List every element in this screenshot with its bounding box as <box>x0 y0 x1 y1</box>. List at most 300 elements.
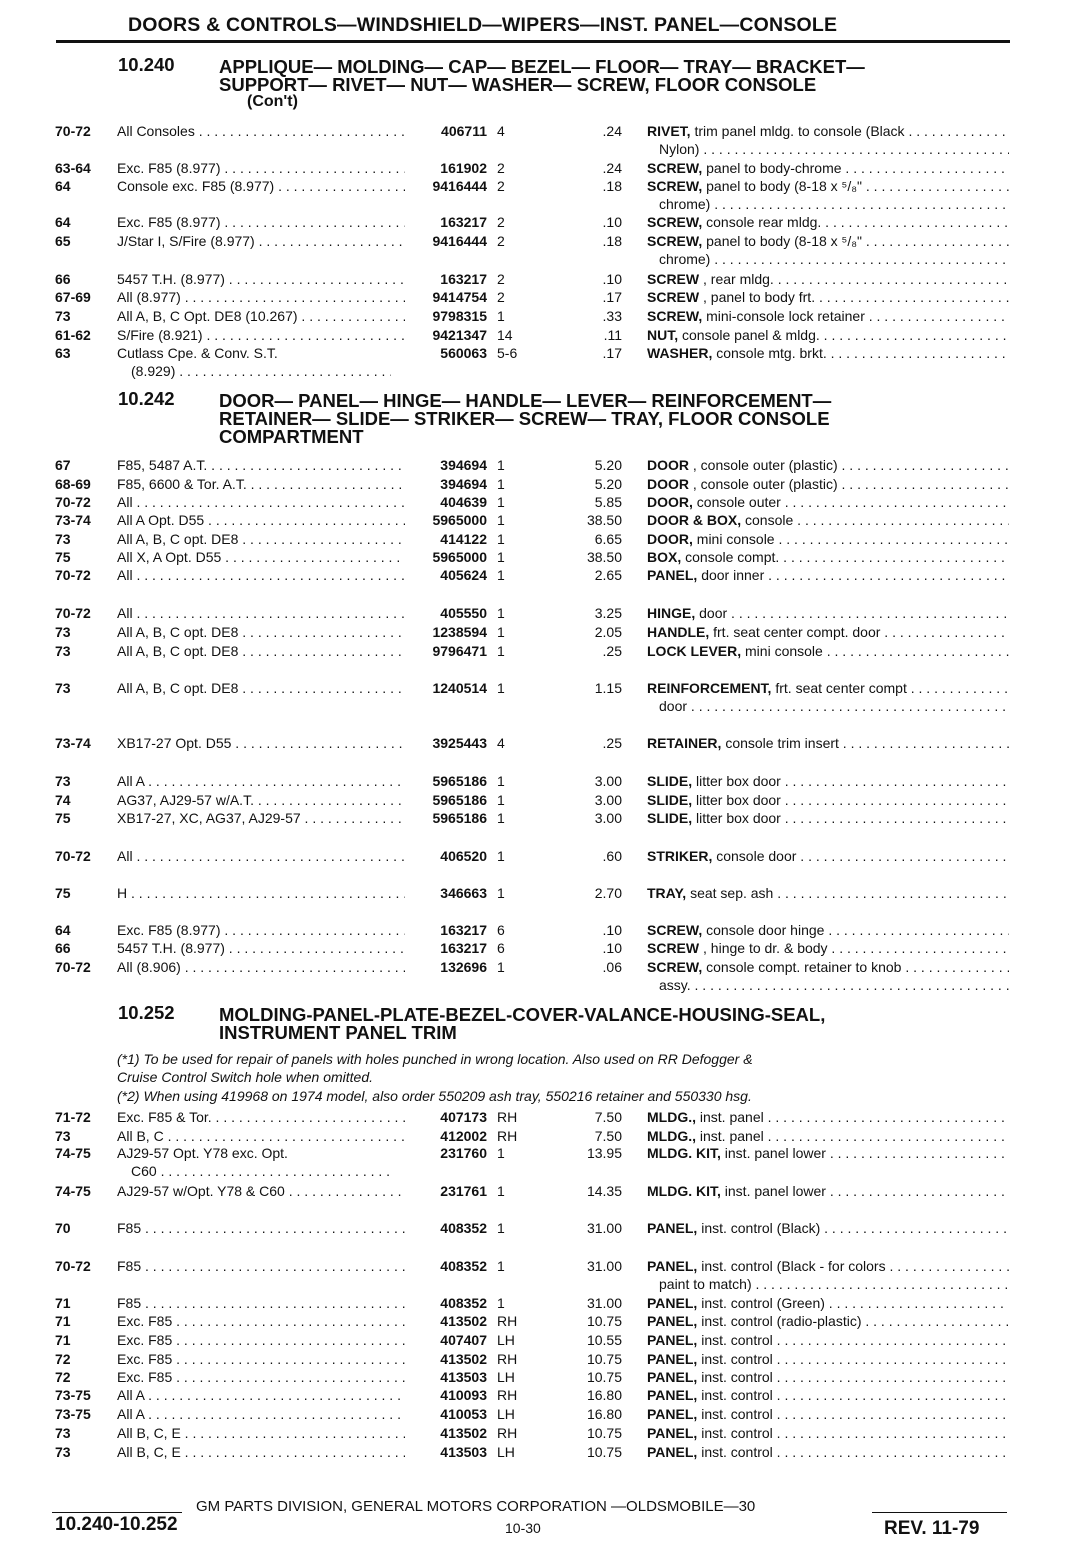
cell-description <box>647 847 1009 865</box>
cell-pn: 405624 <box>440 567 487 583</box>
cell-price: 5.20 <box>594 457 622 473</box>
cell-qty: 1 <box>497 605 505 621</box>
cell-year: 73 <box>55 773 71 789</box>
cell-pn: 408352 <box>440 1295 487 1311</box>
cell-qty: 1 <box>497 848 505 864</box>
part-detail: inst. control (radio-plastic) <box>701 1313 862 1329</box>
cell-year: 74-75 <box>55 1183 91 1199</box>
part-name: SCREW, <box>647 214 703 230</box>
cell-description-continued: Nylon) . . . <box>659 140 1009 158</box>
table-row <box>0 921 1078 939</box>
cell-year: 64 <box>55 922 71 938</box>
part-name: MLDG. KIT, <box>647 1183 721 1199</box>
cell-pn: 404639 <box>440 494 487 510</box>
table-row <box>0 548 1078 566</box>
footer-page-number: 10-30 <box>505 1520 541 1536</box>
table-row <box>0 884 1078 902</box>
part-detail: inst. panel <box>699 1128 764 1144</box>
part-detail: , console outer (plastic) <box>692 476 838 492</box>
cell-description <box>647 1219 1009 1237</box>
cell-price: 16.80 <box>586 1387 622 1403</box>
cell-qty: 1 <box>497 1295 505 1311</box>
part-detail: inst. control <box>701 1332 773 1348</box>
part-detail: console <box>745 512 794 528</box>
table-row <box>0 511 1078 529</box>
cell-price: .33 <box>602 308 622 324</box>
cell-pn: 407407 <box>440 1332 487 1348</box>
cell-qty: 1 <box>497 643 505 659</box>
section-note: (*1) To be used for repair of panels with holes punched in wrong location. Also used on RR Defogger & <box>117 1051 753 1067</box>
part-detail: , console outer (plastic) <box>692 457 838 473</box>
cell-year: 73 <box>55 643 71 659</box>
cell-app: All A, B, C opt. DE8 . . . <box>117 623 405 641</box>
section-title-line: SUPPORT— RIVET— NUT— WASHER— SCREW, FLOOR CONSOLE <box>219 74 817 95</box>
part-detail: inst. control <box>701 1387 773 1403</box>
cell-price: 38.50 <box>586 549 622 565</box>
part-name: DOOR & BOX, <box>647 512 742 528</box>
part-name: REINFORCEMENT, <box>647 680 772 696</box>
cell-pn: 410053 <box>440 1406 487 1422</box>
table-row <box>0 232 1078 267</box>
cell-qty: RH <box>497 1128 518 1144</box>
part-detail: inst. control <box>701 1369 773 1385</box>
part-name: PANEL, <box>647 1313 698 1329</box>
cell-pn: 413503 <box>440 1369 487 1385</box>
cell-price: 7.50 <box>594 1128 622 1144</box>
cell-price: .25 <box>602 735 622 751</box>
cell-year: 70-72 <box>55 494 91 510</box>
cell-price: 5.20 <box>594 476 622 492</box>
part-detail: inst. control (Green) <box>701 1295 825 1311</box>
cell-price: 10.75 <box>586 1444 622 1460</box>
cell-price: .06 <box>602 959 622 975</box>
part-name: PANEL, <box>647 567 698 583</box>
cell-description <box>647 122 1009 140</box>
section-title-line: APPLIQUE— MOLDING— CAP— BEZEL— FLOOR— TRAY— BRACKET— <box>219 56 865 77</box>
part-name: MLDG., <box>647 1128 696 1144</box>
table-row <box>0 958 1078 993</box>
cell-price: 3.25 <box>594 605 622 621</box>
cell-description <box>647 1350 1009 1368</box>
cell-app: All (8.977) . . . <box>117 288 405 306</box>
cell-description <box>647 1257 1009 1275</box>
cell-app: All A, B, C Opt. DE8 (10.267) . . . <box>117 307 405 325</box>
table-row <box>0 326 1078 344</box>
cell-app: F85 . . . <box>117 1257 405 1275</box>
part-detail: panel to body-chrome <box>706 160 842 176</box>
cell-pn: 346663 <box>440 885 487 901</box>
cell-description <box>647 1386 1009 1404</box>
cell-pn: 394694 <box>440 476 487 492</box>
cell-description <box>647 159 1009 177</box>
cell-price: .11 <box>603 327 622 343</box>
cell-year: 74-75 <box>55 1145 91 1161</box>
part-name: HINGE, <box>647 605 696 621</box>
cell-description <box>647 344 1009 362</box>
table-row <box>0 679 1078 714</box>
cell-price: 2.70 <box>594 885 622 901</box>
cell-year: 63 <box>55 345 71 361</box>
cell-qty: 2 <box>497 289 505 305</box>
cell-price: 3.00 <box>594 792 622 808</box>
cell-price: 16.80 <box>586 1406 622 1422</box>
cell-app: Exc. F85 . . . <box>117 1350 405 1368</box>
cell-qty: 1 <box>497 885 505 901</box>
cell-year: 70-72 <box>55 848 91 864</box>
cell-description <box>647 939 1009 957</box>
cell-qty: LH <box>497 1444 515 1460</box>
cell-year: 75 <box>55 885 71 901</box>
cell-year: 67-69 <box>55 289 91 305</box>
cell-description <box>647 213 1009 231</box>
table-row <box>0 1144 1078 1179</box>
cell-price: .10 <box>602 940 622 956</box>
part-detail: console door <box>716 848 797 864</box>
cell-price: 10.75 <box>586 1313 622 1329</box>
table-row <box>0 493 1078 511</box>
table-row <box>0 1405 1078 1423</box>
cell-pn: 413503 <box>440 1444 487 1460</box>
cell-description <box>647 884 1009 902</box>
cell-pn: 132696 <box>440 959 487 975</box>
cell-pn: 5965186 <box>432 792 487 808</box>
part-detail: console door hinge <box>706 922 825 938</box>
cell-description <box>647 1108 1009 1126</box>
cell-description <box>647 1443 1009 1461</box>
table-row <box>0 122 1078 157</box>
part-detail: inst. panel <box>699 1109 764 1125</box>
cell-year: 64 <box>55 214 71 230</box>
cell-description <box>647 791 1009 809</box>
table-row <box>0 1424 1078 1442</box>
cell-price: .17 <box>602 345 622 361</box>
cell-qty: 1 <box>497 476 505 492</box>
header-rule <box>56 40 1010 43</box>
cell-year: 64 <box>55 178 71 194</box>
cell-description <box>647 1405 1009 1423</box>
cell-year: 73 <box>55 308 71 324</box>
cell-app: AJ29-57 w/Opt. Y78 & C60 . . . <box>117 1182 405 1200</box>
part-detail: console trim insert <box>725 735 839 751</box>
part-detail: inst. control <box>701 1425 773 1441</box>
cell-app: AJ29-57 Opt. Y78 exc. Opt. <box>117 1145 288 1161</box>
section-title-line: DOOR— PANEL— HINGE— HANDLE— LEVER— REINFORCEMENT— <box>219 390 832 411</box>
cell-description <box>647 307 1009 325</box>
cell-pn: 1240514 <box>432 680 487 696</box>
table-row <box>0 1108 1078 1126</box>
cell-qty: 1 <box>497 792 505 808</box>
cell-year: 70-72 <box>55 605 91 621</box>
cell-year: 71-72 <box>55 1109 91 1125</box>
cell-description <box>647 288 1009 306</box>
cell-description <box>647 1368 1009 1386</box>
cell-description <box>647 642 1009 660</box>
table-row <box>0 1350 1078 1368</box>
cell-pn: 9796471 <box>432 643 487 659</box>
cell-pn: 410093 <box>440 1387 487 1403</box>
table-row <box>0 809 1078 827</box>
part-detail: frt. seat center compt. door <box>713 624 881 640</box>
table-row <box>0 1127 1078 1145</box>
cell-app: Exc. F85 . . . <box>117 1312 405 1330</box>
cell-year: 65 <box>55 233 71 249</box>
cell-app: All B, C, E . . . <box>117 1443 405 1461</box>
part-detail: inst. panel lower <box>724 1145 826 1161</box>
table-row <box>0 623 1078 641</box>
cell-pn: 163217 <box>440 271 487 287</box>
table-row <box>0 1294 1078 1312</box>
part-detail: seat sep. ash <box>690 885 774 901</box>
cell-price: 14.35 <box>586 1183 622 1199</box>
part-detail: console outer <box>696 494 781 510</box>
cell-pn: 406520 <box>440 848 487 864</box>
cell-pn: 408352 <box>440 1258 487 1274</box>
cell-year: 70-72 <box>55 123 91 139</box>
part-detail: mini-console lock retainer <box>706 308 865 324</box>
part-name: SLIDE, <box>647 773 693 789</box>
cell-qty: 2 <box>497 271 505 287</box>
part-detail: , panel to body frt. <box>703 289 816 305</box>
part-name: WASHER, <box>647 345 713 361</box>
cell-pn: 163217 <box>440 214 487 230</box>
cell-app: All X, A Opt. D55 . . . <box>117 548 405 566</box>
cell-qty: RH <box>497 1313 518 1329</box>
part-detail: mini console <box>696 531 775 547</box>
cell-description-continued: assy. . . . <box>659 976 1009 994</box>
table-row <box>0 213 1078 231</box>
table-row <box>0 604 1078 622</box>
cell-description <box>647 734 1009 752</box>
cell-app: All (8.906) . . . <box>117 958 405 976</box>
table-row <box>0 1443 1078 1461</box>
section-title-line: COMPARTMENT <box>219 426 364 447</box>
cell-price: 7.50 <box>594 1109 622 1125</box>
cell-year: 73 <box>55 680 71 696</box>
cell-year: 73 <box>55 531 71 547</box>
cell-year: 73-75 <box>55 1387 91 1403</box>
cell-year: 70 <box>55 1220 71 1236</box>
cell-qty: 2 <box>497 233 505 249</box>
cell-price: 38.50 <box>586 512 622 528</box>
cell-price: .60 <box>602 848 622 864</box>
cell-app: F85, 5487 A.T. . . . <box>117 456 405 474</box>
cell-qty: 1 <box>497 512 505 528</box>
cell-app: Exc. F85 . . . <box>117 1331 405 1349</box>
cell-year: 61-62 <box>55 327 91 343</box>
cell-app: 5457 T.H. (8.977) . . . <box>117 939 405 957</box>
cell-qty: 6 <box>497 940 505 956</box>
cell-pn: 9798315 <box>432 308 487 324</box>
cell-app: All A, B, C opt. DE8 . . . <box>117 530 405 548</box>
table-row <box>0 566 1078 584</box>
page-header: DOORS & CONTROLS—WINDSHIELD—WIPERS—INST. PANEL—CONSOLE <box>128 14 838 36</box>
cell-qty: RH <box>497 1351 518 1367</box>
part-detail: litter box door <box>696 773 781 789</box>
cell-price: 10.55 <box>586 1332 622 1348</box>
cell-pn: 413502 <box>440 1313 487 1329</box>
part-name: MLDG., <box>647 1109 696 1125</box>
cell-pn: 3925443 <box>432 735 487 751</box>
section-note: Cruise Control Switch hole when omitted. <box>117 1069 374 1085</box>
cell-app: All A . . . <box>117 1386 405 1404</box>
cell-description <box>647 1294 1009 1312</box>
cell-qty: 1 <box>497 567 505 583</box>
table-row <box>0 1257 1078 1292</box>
part-name: SCREW, <box>647 160 703 176</box>
cell-app: F85 . . . <box>117 1219 405 1237</box>
cell-qty: 1 <box>497 494 505 510</box>
part-detail: , hinge to dr. & body <box>703 940 828 956</box>
cell-year: 73 <box>55 1425 71 1441</box>
cell-qty: RH <box>497 1387 518 1403</box>
cell-price: 13.95 <box>586 1145 622 1161</box>
cell-app: Exc. F85 . . . <box>117 1368 405 1386</box>
part-name: SLIDE, <box>647 810 693 826</box>
part-name: DOOR, <box>647 494 693 510</box>
cell-app: Exc. F85 (8.977) . . . <box>117 159 405 177</box>
part-detail: trim panel mldg. to console (Black <box>694 123 905 139</box>
cell-pn: 408352 <box>440 1220 487 1236</box>
cell-pn: 406711 <box>441 123 487 139</box>
cell-description <box>647 326 1009 344</box>
cell-qty: 1 <box>497 810 505 826</box>
part-name: SCREW, <box>647 233 703 249</box>
part-detail: inst. control (Black) <box>701 1220 821 1236</box>
cell-qty: 5-6 <box>497 345 518 361</box>
cell-qty: 2 <box>497 178 505 194</box>
part-detail: console panel & mldg. <box>682 327 820 343</box>
cell-pn: 394694 <box>440 457 487 473</box>
cell-description <box>647 177 1009 195</box>
cell-price: .18 <box>602 233 622 249</box>
cell-app: H . . . <box>117 884 405 902</box>
cell-pn: 414122 <box>440 531 487 547</box>
part-detail: frt. seat center compt <box>775 680 907 696</box>
footer-rule <box>52 1512 182 1513</box>
cell-qty: 1 <box>497 1220 505 1236</box>
cell-year: 73-74 <box>55 512 91 528</box>
cell-price: .10 <box>602 922 622 938</box>
cell-app: All A . . . <box>117 1405 405 1423</box>
cell-qty: RH <box>497 1109 518 1125</box>
cell-year: 68-69 <box>55 476 91 492</box>
part-name: SCREW, <box>647 178 703 194</box>
cell-pn: 231761 <box>440 1183 487 1199</box>
cell-app: All B, C . . . <box>117 1127 405 1145</box>
cell-price: 10.75 <box>586 1425 622 1441</box>
table-row <box>0 456 1078 474</box>
cell-qty: 1 <box>497 959 505 975</box>
cell-year: 71 <box>55 1332 71 1348</box>
cell-app: S/Fire (8.921) . . . <box>117 326 405 344</box>
cell-app: All A . . . <box>117 772 405 790</box>
cell-app: All . . . <box>117 493 405 511</box>
part-detail: inst. control <box>701 1444 773 1460</box>
part-name: PANEL, <box>647 1258 698 1274</box>
cell-description <box>647 1424 1009 1442</box>
part-detail: door <box>699 605 728 621</box>
cell-app: F85, 6600 & Tor. A.T. . . . <box>117 475 405 493</box>
cell-price: 31.00 <box>586 1258 622 1274</box>
cell-pn: 405550 <box>440 605 487 621</box>
cell-description <box>647 475 1009 493</box>
part-name: DOOR <box>647 476 689 492</box>
cell-qty: 4 <box>497 735 505 751</box>
part-name: LOCK LEVER, <box>647 643 742 659</box>
table-row <box>0 734 1078 752</box>
part-name: SLIDE, <box>647 792 693 808</box>
cell-pn: 9421347 <box>432 327 487 343</box>
part-detail: door inner <box>701 567 765 583</box>
footer-rule <box>872 1512 1007 1513</box>
cell-app-continued: C60 . . . <box>131 1162 391 1180</box>
part-detail: litter box door <box>696 792 781 808</box>
cell-qty: LH <box>497 1369 515 1385</box>
cell-app: XB17-27 Opt. D55 . . . <box>117 734 405 752</box>
cell-description <box>647 511 1009 529</box>
part-name: DOOR <box>647 457 689 473</box>
cell-description <box>647 1331 1009 1349</box>
part-name: PANEL, <box>647 1406 698 1422</box>
cell-qty: 6 <box>497 922 505 938</box>
part-detail: mini console <box>745 643 823 659</box>
cell-description <box>647 679 1009 697</box>
part-name: SCREW, <box>647 308 703 324</box>
part-name: MLDG. KIT, <box>647 1145 721 1161</box>
table-row <box>0 344 1078 379</box>
footer-section-range: 10.240-10.252 <box>55 1514 178 1535</box>
part-name: SCREW <box>647 271 700 287</box>
cell-price: 1.15 <box>594 680 622 696</box>
section-note: (*2) When using 419968 on 1974 model, also order 550209 ash tray, 550216 retainer and 550330 hsg. <box>117 1088 752 1104</box>
part-name: SCREW <box>647 289 700 305</box>
part-name: RETAINER, <box>647 735 722 751</box>
table-row <box>0 1219 1078 1237</box>
table-row <box>0 642 1078 660</box>
cell-description <box>647 772 1009 790</box>
cell-price: .24 <box>602 123 622 139</box>
part-name: BOX, <box>647 549 682 565</box>
cell-description <box>647 809 1009 827</box>
cell-pn: 5965000 <box>432 549 487 565</box>
cell-pn: 9416444 <box>432 178 487 194</box>
cell-price: 2.65 <box>594 567 622 583</box>
cell-price: .24 <box>602 160 622 176</box>
cell-qty: 4 <box>497 123 505 139</box>
cell-pn: 231760 <box>440 1145 487 1161</box>
table-row <box>0 307 1078 325</box>
cell-qty: 1 <box>497 531 505 547</box>
cell-price: .18 <box>602 178 622 194</box>
part-detail: litter box door <box>696 810 781 826</box>
cell-pn: 163217 <box>440 922 487 938</box>
cell-year: 75 <box>55 810 71 826</box>
cell-description <box>647 1182 1009 1200</box>
cell-app: All . . . <box>117 847 405 865</box>
cell-app: All . . . <box>117 604 405 622</box>
cell-price: 31.00 <box>586 1295 622 1311</box>
cell-year: 70-72 <box>55 1258 91 1274</box>
cell-pn: 163217 <box>440 940 487 956</box>
part-name: STRIKER, <box>647 848 713 864</box>
part-name: SCREW, <box>647 959 703 975</box>
section-number: 10.240 <box>118 54 175 75</box>
part-detail: , rear mldg. <box>703 271 774 287</box>
cell-pn: 407173 <box>440 1109 487 1125</box>
cell-qty: 1 <box>497 680 505 696</box>
cell-year: 71 <box>55 1295 71 1311</box>
cell-pn: 413502 <box>440 1425 487 1441</box>
